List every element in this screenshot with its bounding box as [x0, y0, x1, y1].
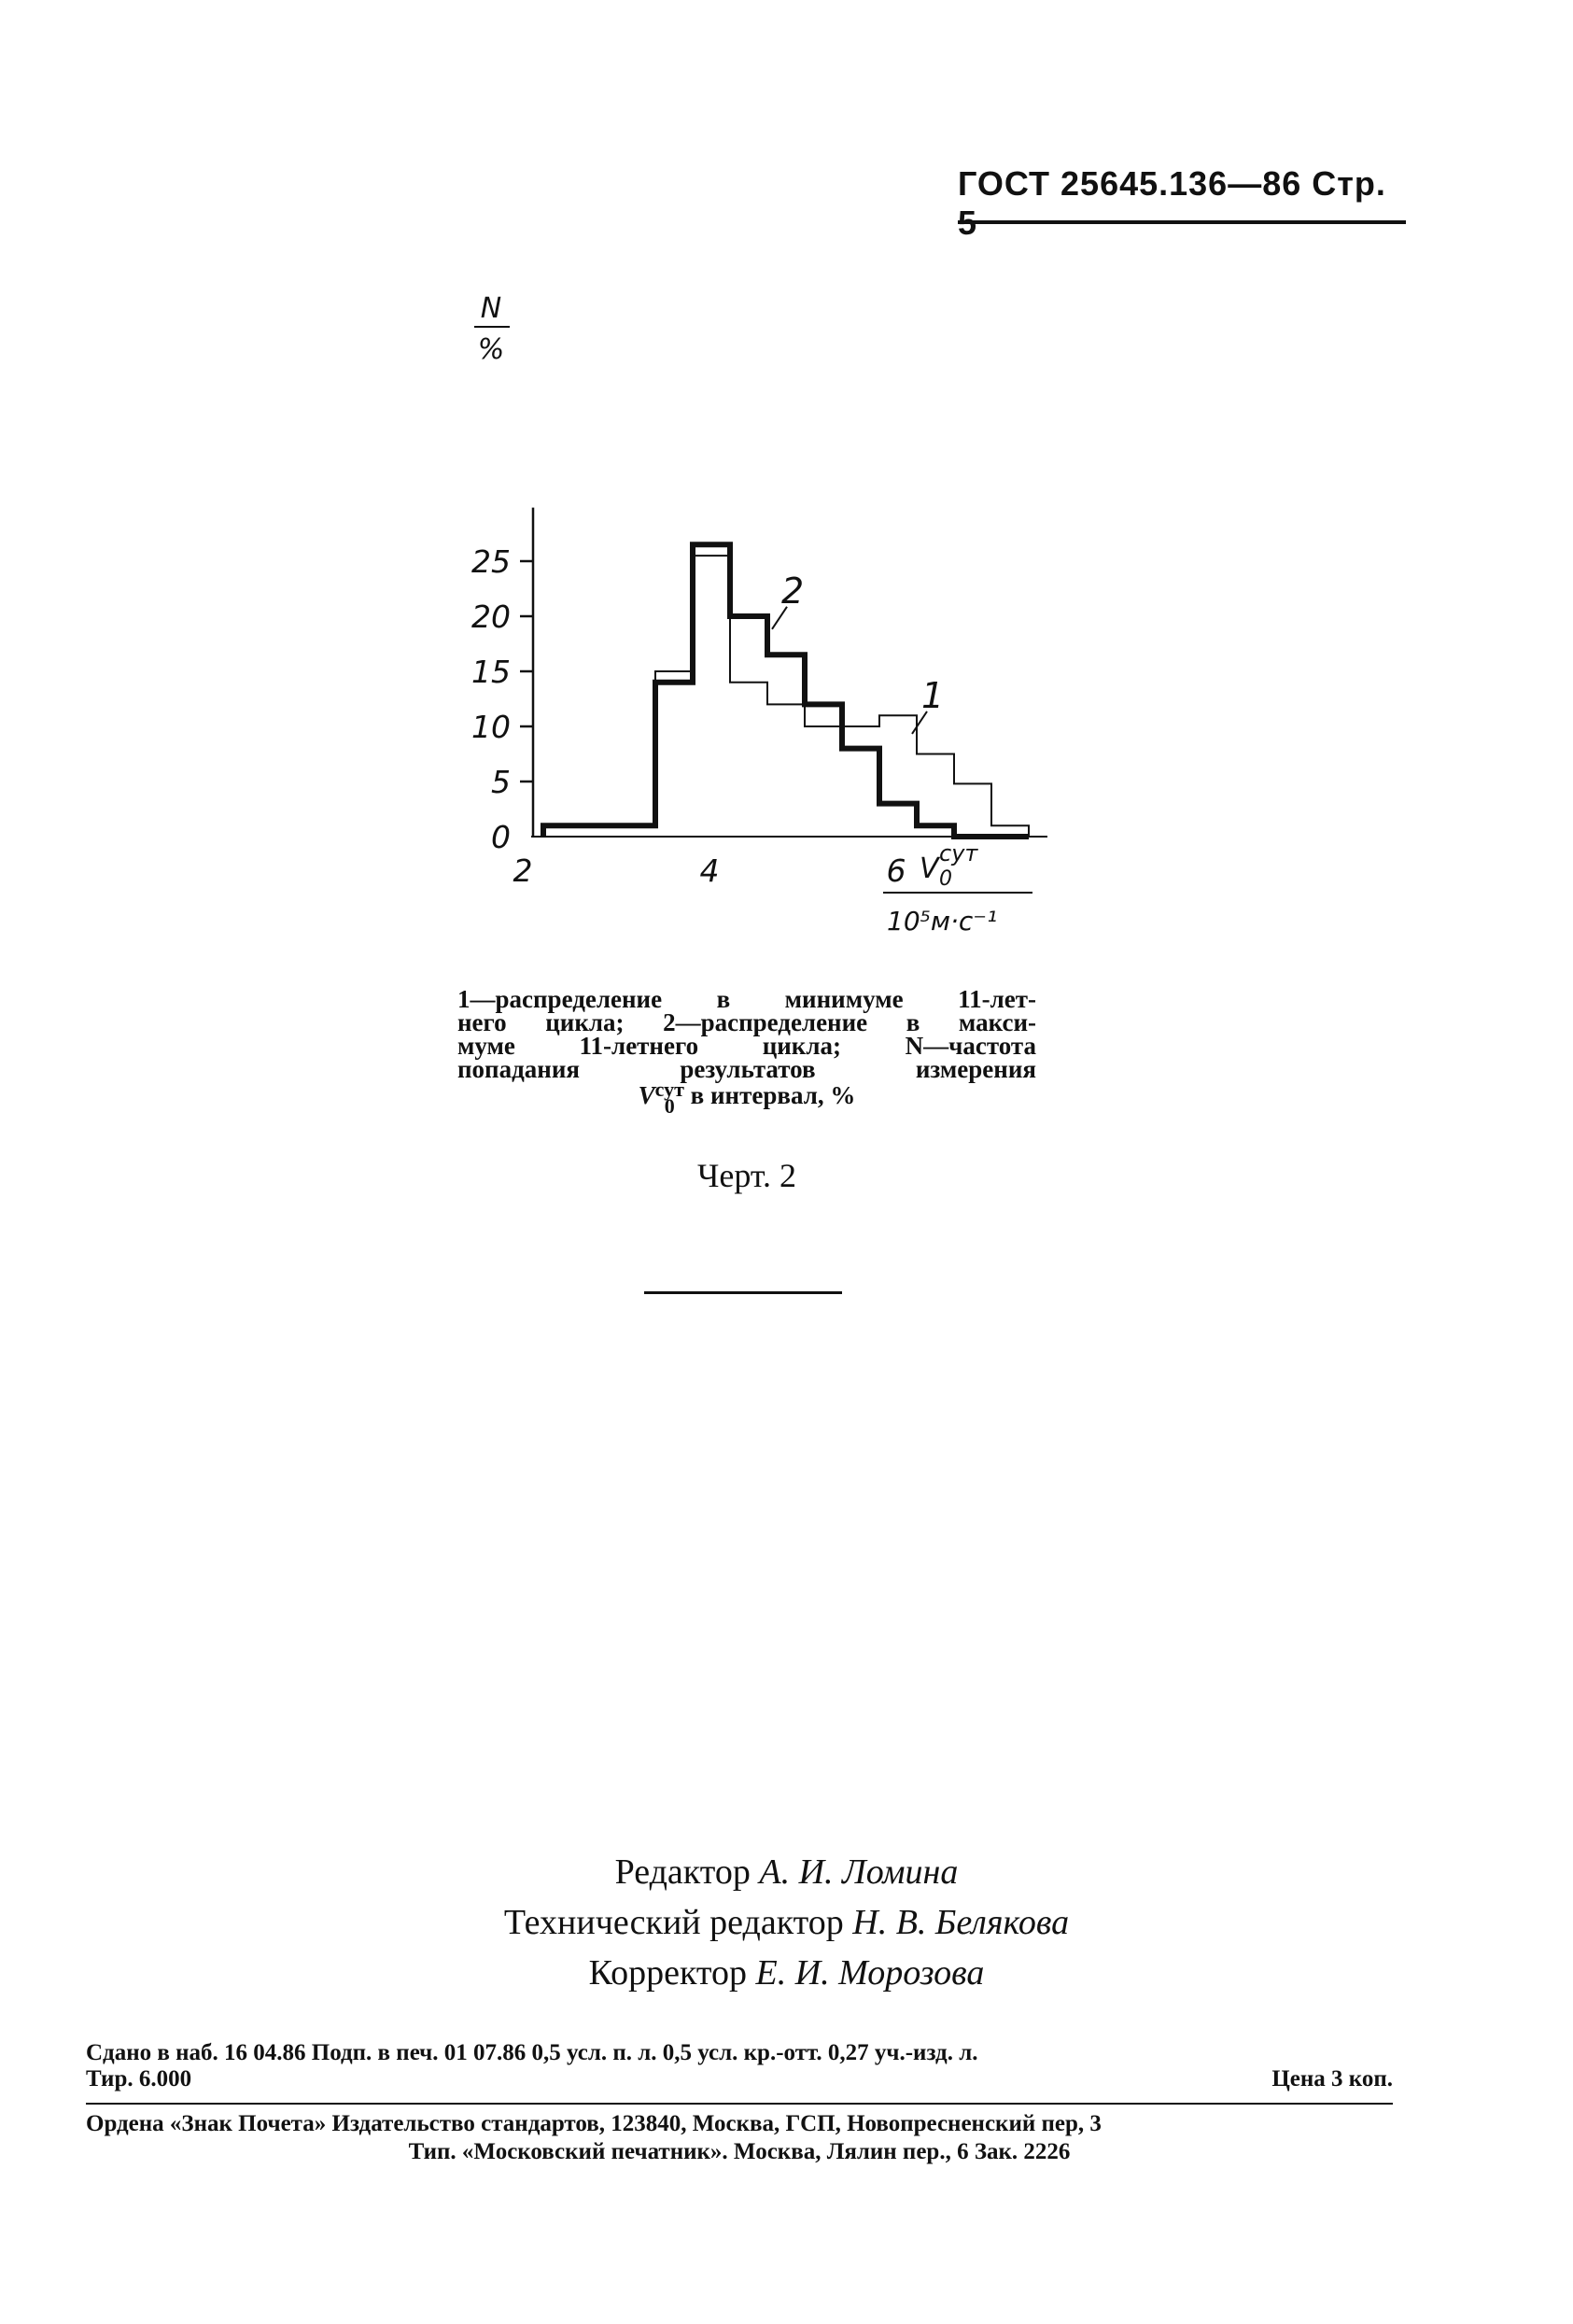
histogram-bar: [879, 804, 917, 837]
histogram-bar: [693, 556, 730, 837]
x-tick-label: 2: [513, 852, 533, 889]
histogram-bar: [767, 655, 805, 837]
caption-symbol-sub: 0: [664, 1094, 675, 1118]
y-tick-label: 25: [471, 543, 511, 580]
y-tick-label: 20: [471, 599, 511, 635]
chart-axes: [520, 508, 1047, 837]
editor-role: Редактор: [614, 1852, 751, 1892]
publisher-block: [86, 2110, 1393, 2166]
y-tick-label: 15: [471, 654, 511, 690]
y-axis-label-bottom: %: [477, 333, 505, 366]
histogram-bar: [842, 749, 879, 837]
histogram-bar: [805, 726, 842, 837]
histogram-bar: [655, 683, 693, 837]
histogram-bar: [954, 783, 991, 837]
publisher-line-1: Ордена «Знак Почета» Издательство стандартов, 123840, Москва, ГСП, Новопресненский пер, 3: [86, 2111, 1102, 2136]
histogram-chart: [439, 280, 1074, 952]
tech-editor-name: Н. В. Белякова: [852, 1903, 1070, 1942]
editor-name: А. И. Ломина: [759, 1852, 959, 1892]
imprint-print-details: Сдано в наб. 16 04.86 Подп. в печ. 01 07.86 0,5 усл. п. л. 0,5 усл. кр.-отт. 0,27 уч.-изд. л.: [86, 2040, 978, 2065]
caption-line: попадания результатов измерения: [457, 1055, 1036, 1083]
y-axis-label-top: N: [480, 292, 502, 325]
y-tick-label: 10: [471, 709, 511, 745]
x-axis-label-sup: сут: [939, 840, 978, 866]
figure-title: Черт. 2: [697, 1157, 796, 1194]
histogram-svg: [439, 280, 1074, 952]
tech-editor-line: [280, 1897, 1293, 1948]
caption-symbol-sup: сут: [654, 1077, 684, 1101]
histogram-bar: [730, 616, 767, 837]
corrector-role: Корректор: [588, 1953, 748, 1993]
standard-number-and-page: ГОСТ 25645.136—86 Стр. 5: [958, 164, 1386, 242]
histogram-bar: [730, 683, 767, 837]
credits-block: [280, 1847, 1293, 1998]
caption-line: 1—распределение в минимуме 11-лет-: [457, 985, 1036, 1013]
histogram-bar: [767, 704, 805, 837]
histogram-bar: [842, 726, 879, 837]
imprint-circulation: Тир. 6.000: [86, 2066, 192, 2092]
figure-caption: [457, 985, 1036, 1118]
x-axis-label-sub: 0: [939, 867, 952, 891]
caption-symbol-v: V: [638, 1081, 655, 1110]
y-tick-label: 5: [491, 764, 511, 800]
page-header: [958, 164, 1406, 242]
y-tick-label: 0: [491, 819, 511, 855]
series-label-leader: [772, 607, 787, 629]
imprint-rule: [86, 2103, 1393, 2105]
section-divider: [644, 1291, 842, 1294]
histogram-bar: [805, 704, 842, 837]
x-tick-label: 6: [886, 852, 906, 889]
imprint-price: Цена 3 коп.: [1271, 2066, 1393, 2092]
corrector-name: Е. И. Морозова: [755, 1953, 985, 1993]
series-label-2: 2: [781, 570, 805, 612]
histogram-bar: [693, 544, 730, 837]
tech-editor-role: Технический редактор: [503, 1903, 844, 1942]
editor-line: [280, 1847, 1293, 1897]
corrector-line: [280, 1948, 1293, 1998]
publisher-line-2: Тип. «Московский печатник». Москва, Лялин пер., 6 Зак. 2226: [408, 2139, 1071, 2164]
x-axis-label-top: V: [920, 852, 939, 885]
caption-line: него цикла; 2—распределение в макси-: [457, 1008, 1036, 1036]
x-tick-label: 4: [699, 852, 720, 889]
imprint-row-1: [86, 2040, 1393, 2066]
imprint-row-2: [86, 2066, 1393, 2092]
x-axis-label-bottom: 10⁵м·с⁻¹: [887, 906, 998, 937]
caption-line-last: [457, 1077, 1036, 1118]
caption-line: муме 11-летнего цикла; N—частота: [457, 1032, 1036, 1060]
imprint-block: [86, 2040, 1393, 2092]
histogram-bar: [655, 671, 693, 837]
series-label-1: 1: [921, 674, 945, 716]
caption-line-rest: в интервал, %: [683, 1081, 856, 1110]
histogram-bar: [879, 715, 917, 837]
